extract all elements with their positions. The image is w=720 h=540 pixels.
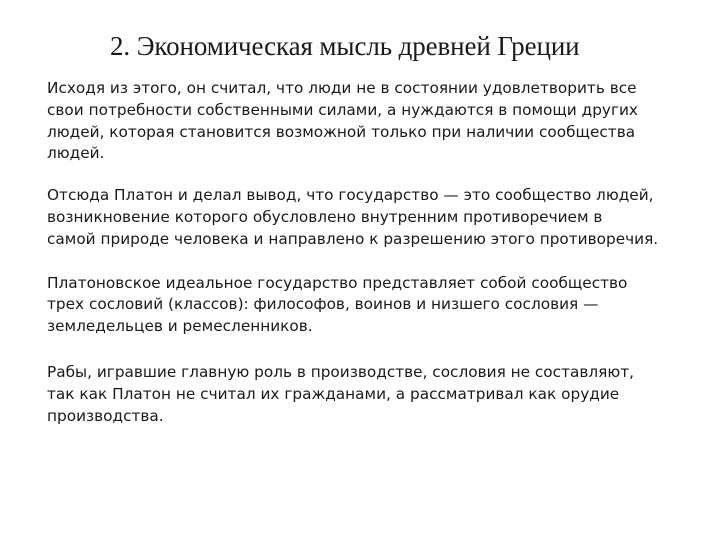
paragraph-2: Отсюда Платон и делал вывод, что государство — это сообщество людей, возникновение которого обусловлено внутренним противоречием в самой природе человека и направлено к разрешению этого противоречия. xyxy=(47,186,659,248)
paragraph-1: Исходя из этого, он считал, что люди не в состоянии удовлетворить все свои потребности собственными силами, а нуждаются в помощи других людей, которая становится возможной только при наличии сообщества людей. xyxy=(47,79,638,163)
slide-title: 2. Экономическая мысль древней Греции xyxy=(110,31,580,61)
paragraph-4: Рабы, игравшие главную роль в производстве, сословия не составляют, так как Платон не считал их гражданами, а рассматривал как орудие производства. xyxy=(47,362,635,425)
slide-body xyxy=(47,78,697,447)
paragraph-3: Платоновское идеальное государство представляет собой сообщество трех сословий (классов): философов, воинов и низшего сословия — земледельцев и ремесленников. xyxy=(47,273,628,336)
